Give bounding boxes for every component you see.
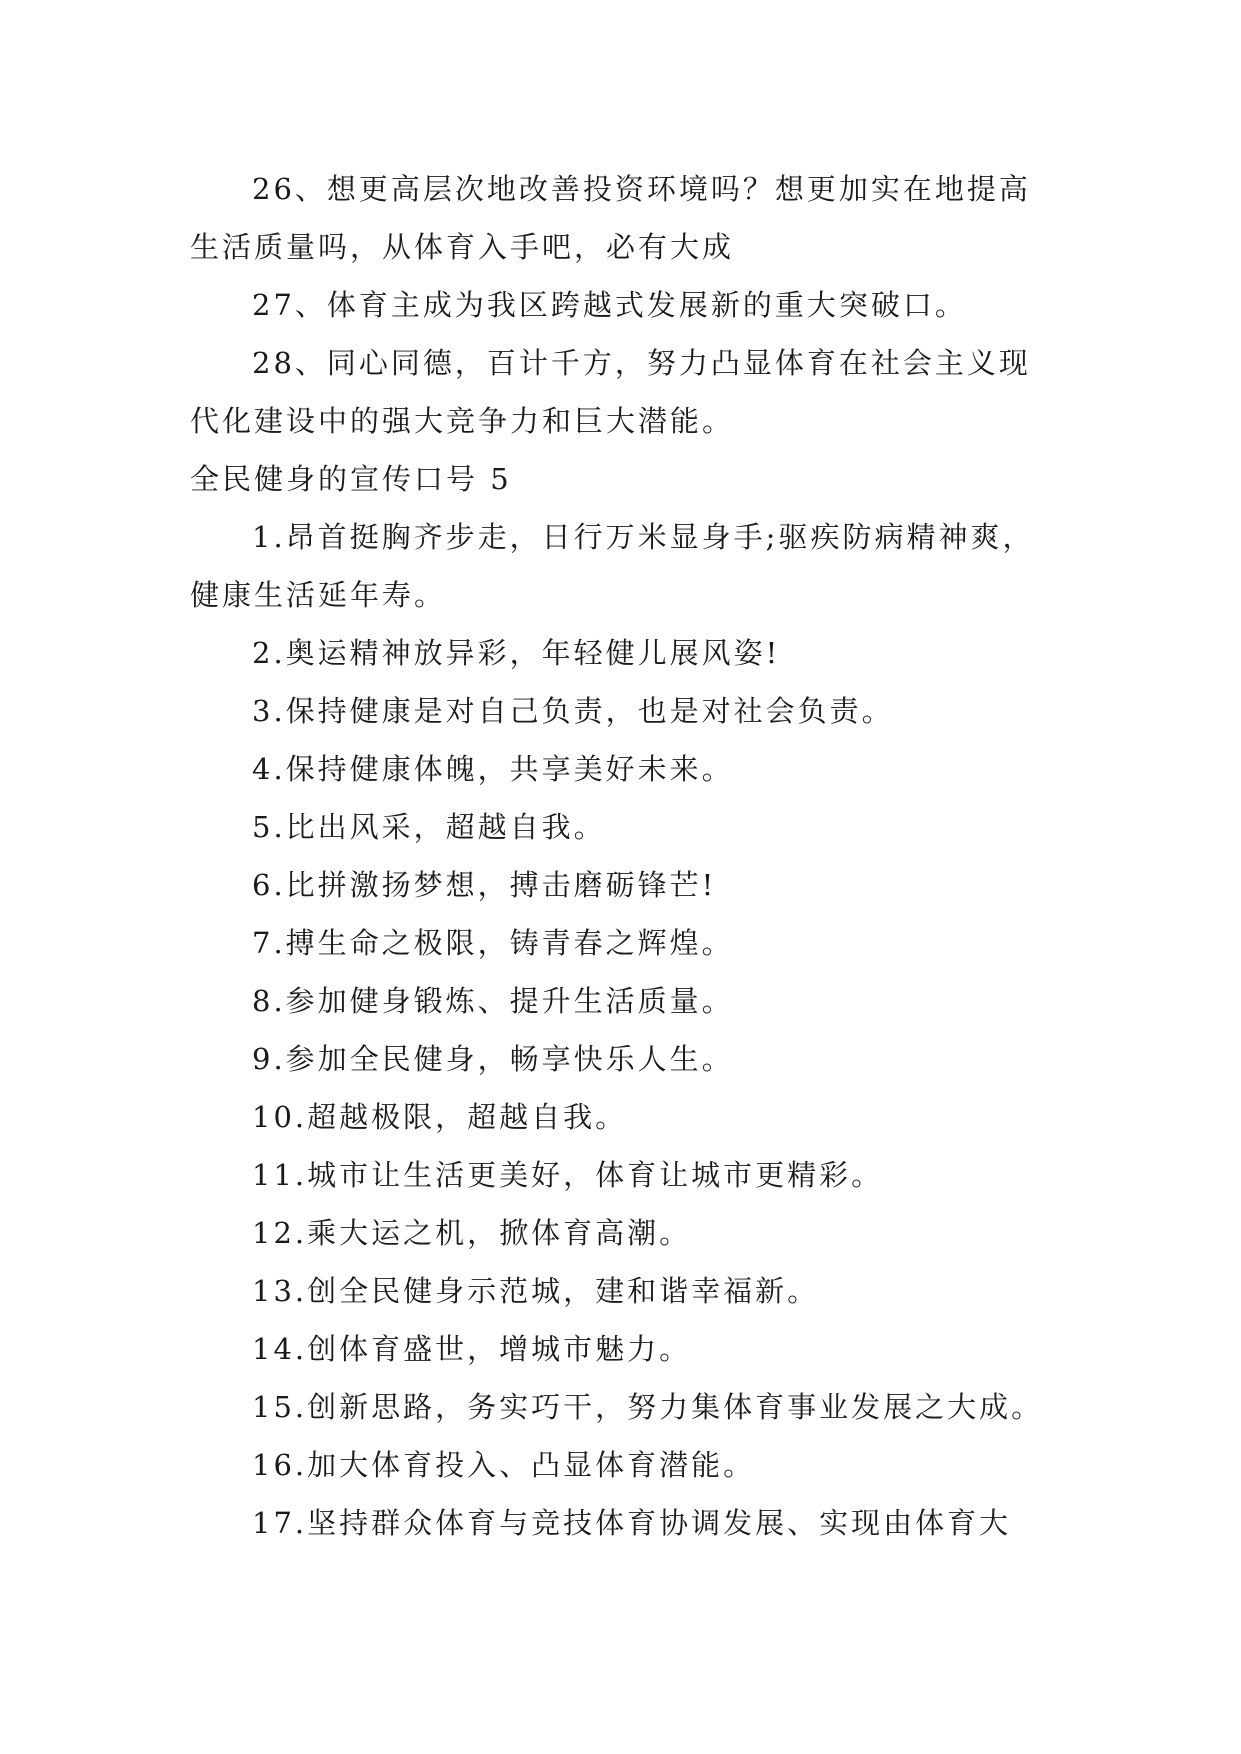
slogan-line: 11.城市让生活更美好，体育让城市更精彩。 [252, 1158, 884, 1192]
paragraph-26 [190, 160, 1070, 276]
slogan-item [190, 914, 1070, 972]
slogan-item [190, 682, 1070, 740]
slogan-line: 2.奥运精神放异彩，年轻健儿展风姿! [252, 636, 781, 670]
slogan-line: 17.坚持群众体育与竞技体育协调发展、实现由体育大 [252, 1506, 1012, 1540]
section-heading: 全民健身的宣传口号 5 [190, 462, 512, 496]
paragraph-27 [190, 276, 1070, 334]
slogan-item [190, 624, 1070, 682]
slogan-item [190, 1320, 1070, 1378]
paragraph-line: 生活质量吗，从体育入手吧，必有大成 [190, 230, 735, 264]
slogan-line: 15.创新思路，务实巧干，努力集体育事业发展之大成。 [252, 1390, 1044, 1424]
slogan-item [190, 1262, 1070, 1320]
document-body [190, 160, 1070, 1552]
slogan-list [190, 508, 1070, 1552]
slogan-item [190, 1204, 1070, 1262]
slogan-line: 5.比出风采，超越自我。 [252, 810, 606, 844]
slogan-line: 3.保持健康是对自己负责，也是对社会负责。 [252, 694, 894, 728]
slogan-item [190, 1088, 1070, 1146]
slogan-item [190, 798, 1070, 856]
paragraph-line: 26、想更高层次地改善投资环境吗？想更加实在地提高 [252, 172, 1031, 206]
paragraph-line: 代化建设中的强大竞争力和巨大潜能。 [190, 404, 735, 438]
slogan-line: 9.参加全民健身，畅享快乐人生。 [252, 1042, 734, 1076]
slogan-item [190, 856, 1070, 914]
slogan-line: 1.昂首挺胸齐步走，日行万米显身手;驱疾防病精神爽， [252, 520, 1035, 554]
slogan-line: 12.乘大运之机，掀体育高潮。 [252, 1216, 692, 1250]
slogan-item [190, 1146, 1070, 1204]
slogan-item [190, 1030, 1070, 1088]
paragraph-line: 28、同心同德，百计千方，努力凸显体育在社会主义现 [252, 346, 1031, 380]
slogan-line: 7.搏生命之极限，铸青春之辉煌。 [252, 926, 734, 960]
paragraph-28 [190, 334, 1070, 450]
slogan-line: 10.超越极限，超越自我。 [252, 1100, 628, 1134]
slogan-line: 健康生活延年寿。 [190, 578, 447, 612]
slogan-line: 6.比拼激扬梦想，搏击磨砺锋芒! [252, 868, 717, 902]
slogan-item [190, 972, 1070, 1030]
slogan-line: 13.创全民健身示范城，建和谐幸福新。 [252, 1274, 820, 1308]
slogan-item [190, 1378, 1070, 1436]
slogan-line: 14.创体育盛世，增城市魅力。 [252, 1332, 692, 1366]
slogan-line: 4.保持健康体魄，共享美好未来。 [252, 752, 734, 786]
slogan-item [190, 508, 1070, 624]
slogan-line: 16.加大体育投入、凸显体育潜能。 [252, 1448, 756, 1482]
paragraph-line: 27、体育主成为我区跨越式发展新的重大突破口。 [252, 288, 967, 322]
slogan-line: 8.参加健身锻炼、提升生活质量。 [252, 984, 734, 1018]
slogan-item [190, 1494, 1070, 1552]
slogan-item [190, 740, 1070, 798]
slogan-item [190, 1436, 1070, 1494]
